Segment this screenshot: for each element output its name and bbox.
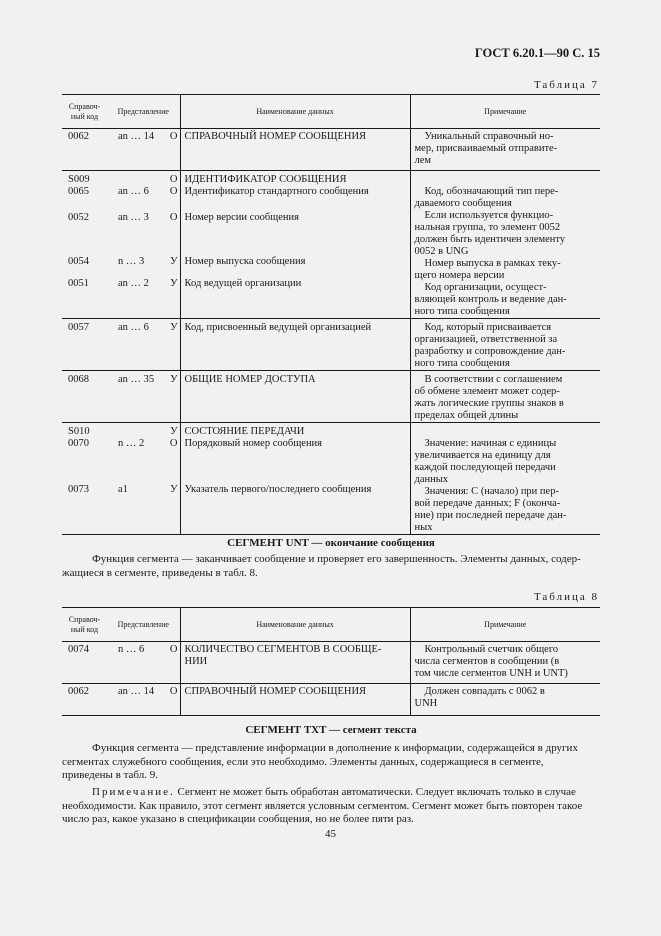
cell-representation: an … 35 [107, 371, 165, 423]
table-row [62, 684, 600, 716]
cell-data-name: СПРАВОЧНЫЙ НОМЕР СООБЩЕНИЯ [180, 684, 410, 716]
col-header-data-name: Наименование данных [180, 608, 410, 642]
cell-code: 0057 [62, 319, 107, 371]
cell-data-name: КОЛИЧЕСТВО СЕГМЕНТОВ В СООБЩЕ- НИИ [180, 642, 410, 684]
col-header-code: Справоч- ный код [62, 608, 107, 642]
section-heading-unt: СЕГМЕНТ UNT — окончание сообщения [227, 537, 435, 549]
cell-note: В соответствии с соглашением об обмене элемент может содер- жать логические группы знаков в пределах общей длины [410, 371, 600, 423]
table-row [62, 371, 600, 423]
cell-status: O [165, 642, 180, 684]
table-8 [62, 607, 600, 716]
cell-status: У O У [165, 423, 180, 535]
note-word: Примечание. [92, 786, 175, 798]
page-number: 45 [325, 828, 336, 840]
note-line: Сегмент не может быть обработан автоматически. Следует включать только в случае [174, 786, 576, 798]
table-row [62, 171, 600, 319]
col-header-code: Справоч- ный код [62, 95, 107, 129]
cell-status: У [165, 371, 180, 423]
cell-representation: an … 14 [107, 684, 165, 716]
col-header-representation: Представление [107, 608, 180, 642]
table-7-header-row [62, 95, 600, 129]
cell-representation: n … 2 a1 [107, 423, 165, 535]
cell-representation: an … 14 [107, 129, 165, 171]
cell-status: O [165, 684, 180, 716]
cell-code: 0068 [62, 371, 107, 423]
cell-data-name: СОСТОЯНИЕ ПЕРЕДАЧИ Порядковый номер сообщения Указатель первого/последнего сообщения [180, 423, 410, 535]
table-row [62, 642, 600, 684]
paragraph-unt: Функция сегмента — заканчивает сообщение и проверяет его завершенность. Элементы данных, содер- жащиеся в сегменте, приведены в табл. 8. [62, 553, 581, 579]
col-header-representation: Представление [107, 95, 180, 129]
cell-status: У [165, 319, 180, 371]
cell-note: Значение: начиная с единицы увеличивается на единицу для каждой последующей передачи данных Значения: С (начало) при пер- вой передаче данных; F (оконча- ние) при последней передаче дан- ных [410, 423, 600, 535]
section-heading-txt: СЕГМЕНТ TXT — сегмент текста [245, 724, 417, 736]
cell-data-name: ИДЕНТИФИКАТОР СООБЩЕНИЯ Идентификатор стандартного сообщения Номер версии сообщения Номер выпуска сообщения Код ведущей организации [180, 171, 410, 319]
cell-data-name: СПРАВОЧНЫЙ НОМЕР СООБЩЕНИЯ [180, 129, 410, 171]
table-8-header-row [62, 608, 600, 642]
cell-data-name: ОБЩИЕ НОМЕР ДОСТУПА [180, 371, 410, 423]
table-row [62, 423, 600, 535]
note-txt: Примечание. Сегмент не может быть обработан автоматически. Следует включать только в случае необходимости. Как правило, этот сегмент является условным сегментом. Сегмент может быть повторен такое число раз, какое указано в спецификации сообщения, но не более пяти раз. [62, 786, 583, 825]
cell-code: 0074 [62, 642, 107, 684]
cell-code: 0062 [62, 129, 107, 171]
cell-code: S009 0065 0052 0054 0051 [62, 171, 107, 319]
cell-note: Код, обозначающий тип пере- даваемого сообщения Если используется функцио- нальная группа, то элемент 0052 должен быть идентичен элементу 0052 в UNG Номер выпуска в рамках теку- щего номера версии Код организации, осущест- вляющей контроль и ведение дан- ного типа сообщения [410, 171, 600, 319]
cell-note: Уникальный справочный но- мер, присваиваемый отправите- лем [410, 129, 600, 171]
table-row [62, 129, 600, 171]
cell-status: O [165, 129, 180, 171]
table-7-label: Таблица 7 [533, 79, 599, 91]
cell-note: Контрольный счетчик общего числа сегментов в сообщении (в том числе сегментов UNH и UNT) [410, 642, 600, 684]
col-header-note: Примечание [410, 95, 600, 129]
cell-note: Код, который присваивается организацией, ответственной за разработку и сопровождение дан- ного типа сообщения [410, 319, 600, 371]
table-row [62, 319, 600, 371]
cell-representation: an … 6 an … 3 n … 3 an … 2 [107, 171, 165, 319]
table-7 [62, 94, 600, 535]
paragraph-txt: Функция сегмента — представление информации в дополнение к информации, содержащейся в других сегментах служебного сообщения, если это необходимо. Элементы данных, содержащиеся в сегменте, приведены в табл. 9. [62, 742, 578, 781]
col-header-data-name: Наименование данных [180, 95, 410, 129]
col-header-note: Примечание [410, 608, 600, 642]
cell-code: 0062 [62, 684, 107, 716]
cell-status: O O O У У [165, 171, 180, 319]
cell-code: S010 0070 0073 [62, 423, 107, 535]
table-8-label: Таблица 8 [533, 591, 599, 603]
cell-data-name: Код, присвоенный ведущей организацией [180, 319, 410, 371]
cell-representation: n … 6 [107, 642, 165, 684]
page-header: ГОСТ 6.20.1—90 С. 15 [474, 46, 600, 60]
cell-representation: an … 6 [107, 319, 165, 371]
cell-note: Должен совпадать с 0062 в UNH [410, 684, 600, 716]
